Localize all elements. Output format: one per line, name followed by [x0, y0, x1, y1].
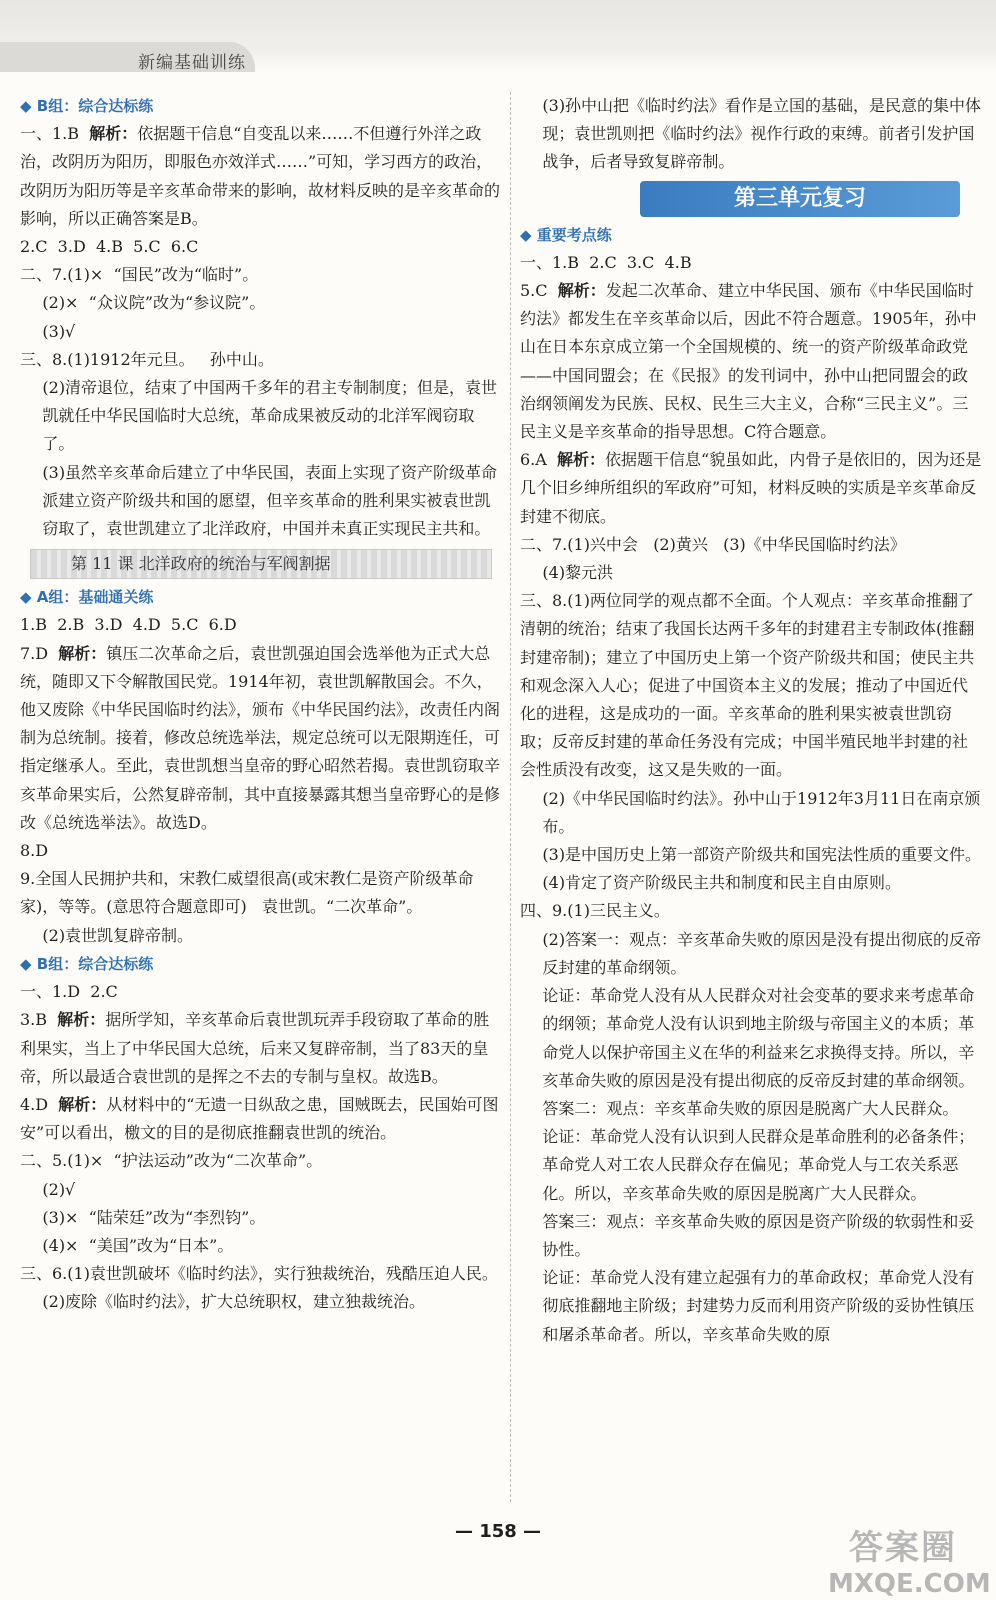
answer-line: (2)《中华民国临时约法》。孙中山于1912年3月11日在南京颁布。	[542, 788, 981, 836]
answer-text: 从材料中的“无遗一日纵敌之患，国贼既去，民国始可图安”可以看出，檄文的目的是彻底推翻袁世凯的统治。	[20, 1094, 499, 1143]
section-heading	[20, 950, 502, 978]
answer-line: (3)孙中山把《临时约法》看作是立国的基础，是民意的集中体现；袁世凯则把《临时约法》视作行政的束缚。前者引发护国战争，后者导致复辟帝制。	[542, 96, 982, 172]
answer-line: 一、1.D 2.C	[20, 982, 118, 1002]
spacer	[79, 124, 89, 143]
spacer	[547, 450, 557, 469]
page-number: — 158 —	[454, 1521, 542, 1542]
spacer	[47, 1010, 57, 1029]
diamond-icon: ◆	[20, 588, 37, 607]
answer-line	[20, 120, 502, 233]
answer-line	[20, 1091, 502, 1147]
diamond-icon: ◆	[20, 954, 37, 973]
section-heading-text: A组：基础通关练	[36, 588, 154, 607]
analysis-label: 解析：	[557, 281, 606, 301]
lesson-title: 第 11 课 北洋政府的统治与军阀割据	[30, 549, 492, 579]
answer-line: (2)清帝退位，结束了中国两千多年的君主专制制度；但是，袁世凯就任中华民国临时大总统，革命成果被反动的北洋军阀窃取了。	[42, 378, 498, 454]
answer-line: (4)黎元洪	[542, 563, 614, 583]
answer-number: 7.D	[20, 643, 49, 663]
spacer	[548, 281, 558, 300]
right-column	[520, 92, 983, 1349]
answer-line: 二、7.(1)兴中会 (2)黄兴 (3)《中华民国临时约法》	[520, 534, 906, 554]
analysis-label: 解析：	[89, 124, 138, 144]
spacer	[48, 1095, 58, 1114]
answer-number: 4.D	[20, 1094, 49, 1114]
answer-line: 答案三：观点：辛亥革命失败的原因是资产阶级的软弱性和妥协性。	[542, 1211, 975, 1259]
diamond-icon: ◆	[20, 97, 37, 115]
section-heading-text: 重要考点练	[536, 225, 612, 244]
answer-line: (3)是中国历史上第一部资产阶级共和国宪法性质的重要文件。	[542, 845, 982, 865]
answer-line: 9.全国人民拥护共和，宋教仁威望很高(或宋教仁是资产阶级革命家)，等等。(意思符合题意即可) 袁世凯。“二次革命”。	[20, 869, 474, 917]
answer-line: 三、8.(1)1912年元旦。 孙中山。	[20, 349, 274, 369]
answer-line: (4)肯定了资产阶级民主共和制度和民主自由原则。	[542, 873, 902, 893]
answer-line: (2)√	[42, 1179, 76, 1199]
watermark-logo	[828, 1520, 991, 1599]
watermark-line2: MXQE.COM	[828, 1569, 991, 1599]
answer-line	[20, 1006, 502, 1091]
analysis-label: 解析：	[58, 643, 107, 663]
answer-line: 一、1.B 2.C 3.C 4.B	[520, 252, 692, 272]
answer-line: 四、9.(1)三民主义。	[520, 901, 670, 921]
answer-number: 一、1.B	[20, 124, 80, 144]
left-column	[20, 92, 502, 1317]
answer-line: 论证：革命党人没有认识到人民群众是革命胜利的必备条件；革命党人对工农人民群众存在偏见；革命党人与工农关系恶化。所以，辛亥革命失败的原因是脱离广大人民群众。	[542, 1127, 975, 1203]
header-title: 新编基础训练	[138, 53, 246, 73]
answer-line: 答案二：观点：辛亥革命失败的原因是脱离广大人民群众。	[542, 1098, 959, 1118]
answer-line	[20, 640, 502, 837]
answer-line: (2)废除《临时约法》，扩大总统职权，建立独裁统治。	[42, 1292, 426, 1312]
answer-text: 据所学知，辛亥革命后袁世凯玩弄手段窃取了革命的胜利果实，当上了中华民国大总统，后来又复辟帝制，当了83天的皇帝，所以最适合袁世凯的是挥之不去的专制与皇权。故选B。	[20, 1010, 490, 1086]
unit-title: 第三单元复习	[640, 181, 960, 217]
section-heading-text: B组：综合达标练	[36, 97, 154, 115]
answer-line: 2.C 3.D 4.B 5.C 6.C	[20, 237, 199, 257]
answer-text: 依据题干信息“貌虽如此，内骨子是依旧的，因为还是几个旧乡绅所组织的军政府”可知，材料反映的实质是辛亥革命反封建不彻底。	[520, 450, 982, 526]
answer-text: 发起二次革命、建立中华民国、颁布《中华民国临时约法》都发生在辛亥革命以后，因此不符合题意。1905年，孙中山在日本东京成立第一个全国规模的、统一的资产阶级革命政党——中国同盟会；在《民报》的发刊词中，孙中山把同盟会的政治纲领阐发为民族、民权、民生三大主义，合称“三民主义”。三民主义是辛亥革命的指导思想。C符合题意。	[520, 281, 977, 442]
watermark-line1: 答案圈	[849, 1528, 957, 1568]
answer-line: 三、8.(1)两位同学的观点都不全面。个人观点：辛亥革命推翻了清朝的统治；结束了我国长达两千多年的封建君主专制政体(推翻封建帝制)；建立了中国历史上第一个资产阶级共和国；使民主共和观念深入人心；促进了中国资本主义的发展；推动了中国近代化的进程，这是成功的一面。辛亥革命的胜利果实被袁世凯窃取；反帝反封建的革命任务没有完成；中国半殖民地半封建的社会性质没有改变，这又是失败的一面。	[520, 591, 975, 780]
answer-line: (2)× “众议院”改为“参议院”。	[42, 293, 266, 313]
answer-line: (2)袁世凯复辟帝制。	[42, 925, 194, 945]
answer-number: 3.B	[20, 1010, 48, 1030]
section-heading	[20, 92, 502, 120]
answer-text: 依据题干信息“自变乱以来……不但遵行外洋之政治，改阴历为阳历，即服色亦效洋式……”可知，学习西方的政治，改阴历为阳历等是辛亥革命带来的影响，故材料反映的是辛亥革命的影响，所以正确答案是B。	[20, 124, 501, 228]
column-divider	[510, 92, 511, 1502]
section-heading	[520, 221, 983, 249]
answer-line: (3)虽然辛亥革命后建立了中华民国，表面上实现了资产阶级革命派建立资产阶级共和国的愿望，但辛亥革命的胜利果实被袁世凯窃取了，袁世凯建立了北洋政府，中国并未真正实现民主共和。	[42, 462, 498, 539]
answer-line: 1.B 2.B 3.D 4.D 5.C 6.D	[20, 615, 237, 635]
answer-number: 5.C	[520, 281, 548, 301]
answer-line: 论证：革命党人没有建立起强有力的革命政权；革命党人没有彻底推翻地主阶级；封建势力反而利用资产阶级的妥协性镇压和屠杀革命者。所以，辛亥革命失败的原	[542, 1268, 975, 1344]
answer-line: (3)√	[42, 321, 76, 341]
answer-line: (4)× “美国”改为“日本”。	[42, 1235, 234, 1255]
spacer	[48, 644, 58, 663]
answer-line	[520, 277, 983, 446]
answer-line: 二、5.(1)× “护法运动”改为“二次革命”。	[20, 1151, 323, 1171]
diamond-icon: ◆	[520, 225, 537, 244]
analysis-label: 解析：	[57, 1010, 106, 1030]
answer-line	[520, 446, 983, 531]
answer-number: 6.A	[520, 450, 547, 470]
answer-text: 镇压二次革命之后，袁世凯强迫国会选举他为正式大总统，随即又下令解散国民党。1914年初，袁世凯解散国会。不久，他又废除《中华民国临时约法》，颁布《中华民国约法》，改责任内阁制为总统制。接着，修改总统选举法，规定总统可以无限期连任，可指定继承人。至此，袁世凯想当皇帝的野心昭然若揭。袁世凯窃取辛亥革命果实后，公然复辟帝制，其中直接暴露其想当皇帝野心的是修改《总统选举法》。故选D。	[20, 643, 501, 832]
answer-line: 三、6.(1)袁世凯破坏《临时约法》，实行独裁统治，残酷压迫人民。	[20, 1264, 498, 1284]
answer-line: 8.D	[20, 841, 49, 861]
analysis-label: 解析：	[58, 1094, 107, 1114]
answer-line: 论证：革命党人没有从人民群众对社会变革的要求来考虑革命的纲领；革命党人没有认识到地主阶级与帝国主义的本质；革命党人以保护帝国主义在华的利益来乞求换得支持。所以，辛亥革命失败的原因是没有提出彻底的反帝反封建的革命纲领。	[542, 986, 975, 1090]
answer-line: 二、7.(1)× “国民”改为“临时”。	[20, 265, 259, 285]
section-heading-text: B组：综合达标练	[36, 954, 154, 973]
answer-line: (3)× “陆荣廷”改为“李烈钧”。	[42, 1207, 266, 1227]
section-heading	[20, 583, 502, 611]
answer-line: (2)答案一：观点：辛亥革命失败的原因是没有提出彻底的反帝反封建的革命纲领。	[542, 929, 982, 977]
analysis-label: 解析：	[557, 450, 606, 470]
